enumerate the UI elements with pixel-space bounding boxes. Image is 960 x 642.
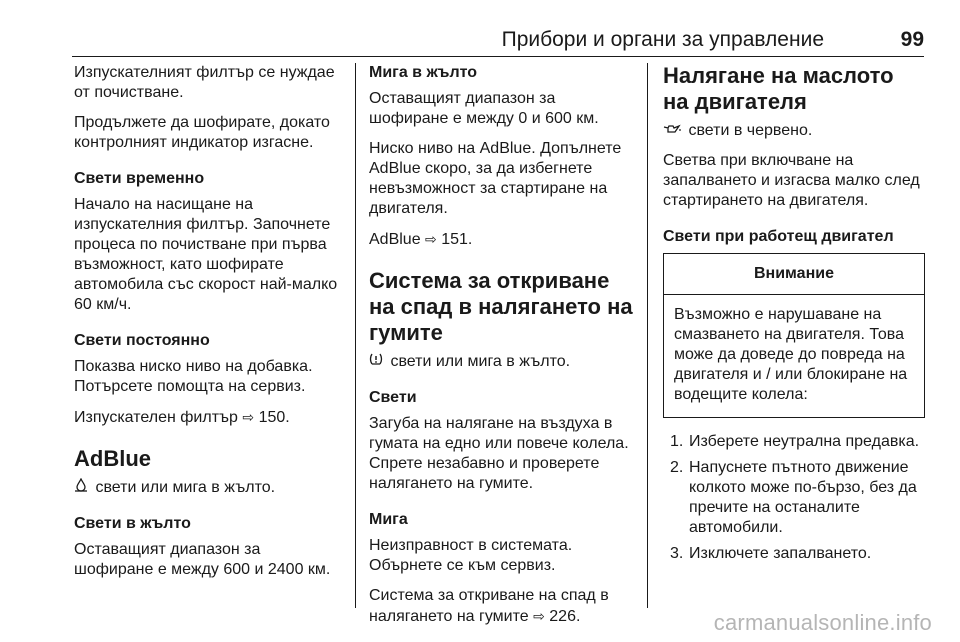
paragraph: Показва ниско ниво на добавка. Потърсете помощта на сервиз. [74, 358, 313, 395]
heading-lit-constantly: Свети постоянно [74, 332, 210, 349]
heading-adblue: AdBlue [74, 446, 151, 471]
page-ref-arrow-icon: ⇨ [242, 409, 255, 425]
indicator-line: свети в червено. [663, 121, 925, 141]
column-1 [74, 63, 344, 590]
caution-title: Внимание [664, 254, 924, 295]
paragraph: Изпускателният филтър се нуждае от почистване. [74, 64, 335, 101]
page-number: 99 [900, 28, 924, 51]
steps-list [663, 432, 925, 564]
heading-tire-pressure: Система за откриване на спад в налягането на гумите [369, 268, 633, 345]
oil-can-icon [663, 121, 681, 141]
paragraph: Оставащият диапазон за шофиране е между 0 и 600 км. [369, 90, 599, 127]
paragraph: Начало на насищане на изпускателния филтър. Започнете процеса по почистване при първа възможност, като шофирате автомобила със скорост най-малко 60 км/ч. [74, 196, 338, 313]
paragraph: Продължете да шофирате, докато контролният индикатор изгасне. [74, 114, 330, 151]
chapter-title: Прибори и органи за управление [501, 28, 824, 51]
page-ref-arrow-icon: ⇨ [533, 608, 545, 624]
paragraph: Ниско ниво на AdBlue. Допълнете AdBlue скоро, за да избегнете невъзможност за стартиране на двигателя. [369, 140, 622, 217]
column-3 [663, 63, 925, 570]
paragraph: Светва при включване на запалването и изгасва малко след стартирането на двигателя. [663, 152, 920, 209]
heading-lit-engine-running: Свети при работещ двигател [663, 228, 894, 245]
cross-reference [369, 229, 634, 250]
adblue-icon [74, 478, 88, 498]
page-header [0, 0, 960, 60]
column-divider-1 [355, 63, 356, 608]
ref-page[interactable]: 151. [441, 231, 473, 248]
list-item: 1. Изберете неутрална предавка. [670, 433, 920, 450]
ref-label: Изпускателен филтър [74, 409, 238, 426]
heading-lit: Свети [369, 389, 417, 406]
ref-label: Система за откриване на спад в налягането на гумите [369, 587, 609, 625]
ref-page[interactable]: 226. [549, 608, 581, 625]
column-2 [369, 63, 634, 637]
cross-reference [369, 586, 634, 627]
heading-oil-pressure: Налягане на маслото на двигателя [663, 63, 894, 114]
header-rule [72, 56, 924, 57]
caution-box [663, 253, 925, 418]
cross-reference [74, 407, 344, 428]
indicator-line: свети или мига в жълто. [74, 478, 344, 498]
list-item: 3. Изключете запалването. [670, 545, 872, 562]
indicator-line: свети или мига в жълто. [369, 352, 634, 372]
watermark: carmanualsonline.info [713, 610, 932, 635]
heading-blinks: Мига [369, 511, 408, 528]
paragraph: Загуба на налягане на въздуха в гумата на едно или повече колела. Спрете незабавно и проверете налягането на гумите. [369, 415, 629, 492]
heading-lit-temporarily: Свети временно [74, 170, 205, 187]
page-ref-arrow-icon: ⇨ [425, 231, 437, 247]
list-item: 2. Напуснете пътното движение колкото може по-бързо, без да пречите на останалите автомобили. [670, 459, 917, 536]
ref-label: AdBlue [369, 231, 421, 248]
column-divider-2 [647, 63, 648, 608]
heading-blinks-yellow: Мига в жълто [369, 64, 478, 81]
tire-pressure-icon [369, 352, 383, 372]
caution-text: Възможно е нарушаване на смазването на двигателя. Това може да доведе до повреда на двигателя и / или блокиране на водещите колела: [674, 306, 908, 403]
paragraph: Неизправност в системата. Обърнете се към сервиз. [369, 537, 573, 574]
paragraph: Оставащият диапазон за шофиране е между 600 и 2400 км. [74, 541, 331, 578]
ref-page[interactable]: 150. [258, 409, 290, 426]
heading-lit-yellow: Свети в жълто [74, 515, 191, 532]
